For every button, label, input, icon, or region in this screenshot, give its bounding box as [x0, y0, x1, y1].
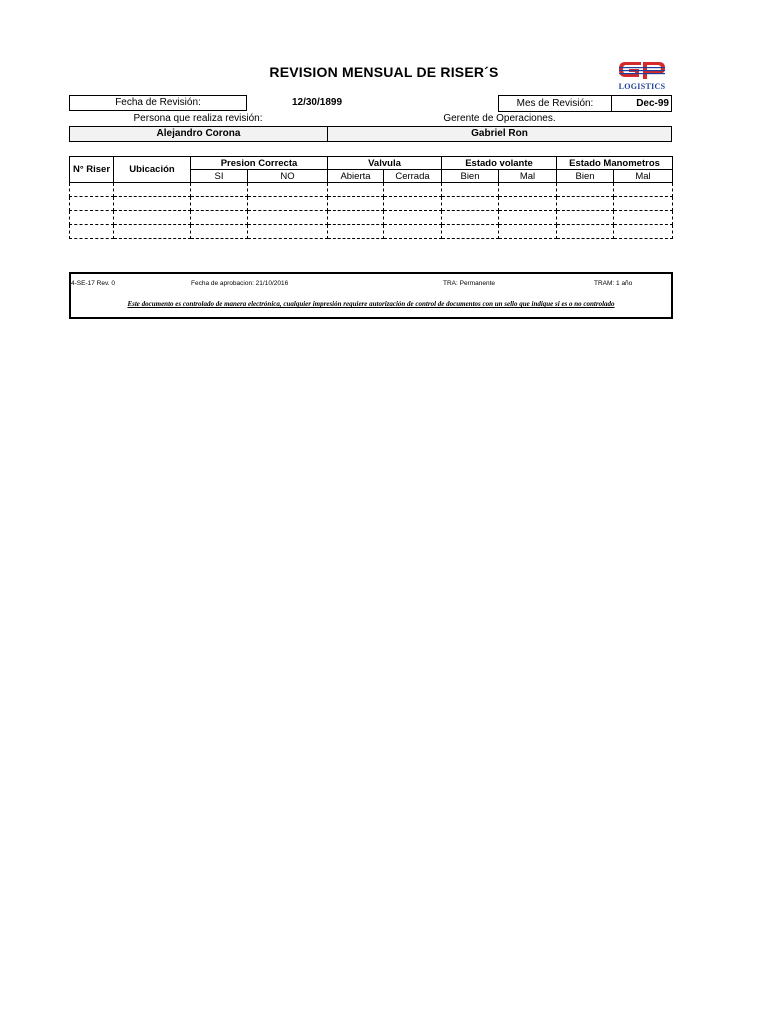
group-manometros: Estado Manometros	[557, 157, 673, 170]
mes-value: Dec-99	[611, 95, 672, 112]
persona-label: Persona que realiza revisión:	[133, 113, 263, 124]
table-row	[70, 225, 673, 239]
group-volante: Estado volante	[442, 157, 557, 170]
fecha-value: 12/30/1899	[291, 97, 343, 108]
group-presion: Presion Correcta	[191, 157, 328, 170]
sub-cerrada: Cerrada	[384, 170, 442, 183]
col-ubicacion: Ubicación	[114, 157, 191, 183]
col-riser: N° Riser	[70, 157, 114, 183]
sub-si: SI	[191, 170, 248, 183]
sub-no: NO	[248, 170, 328, 183]
footer-note: Este documento es controlado de manera electrónica, cualquier impresión requiere autorización de control de documentos con un sello que indique si es o no controlado	[127, 300, 615, 308]
footer-approval: Fecha de aprobacion: 21/10/2016	[191, 280, 289, 287]
table-row	[70, 211, 673, 225]
sub-abierta: Abierta	[328, 170, 384, 183]
document-footer	[69, 272, 673, 319]
footer-tram: TRAM: 1 año	[594, 280, 633, 287]
sub-volante-mal: Mal	[499, 170, 557, 183]
footer-tra: TRA: Permanente	[443, 280, 496, 287]
mes-label-box	[498, 95, 612, 112]
logo-text: LOGISTICS	[618, 82, 666, 91]
sub-volante-bien: Bien	[442, 170, 499, 183]
gerente-value: Gabriel Ron	[327, 126, 672, 142]
gerente-label: Gerente de Operaciones.	[443, 113, 556, 124]
table-row	[70, 183, 673, 197]
table-row	[70, 197, 673, 211]
mes-label: Mes de Revisión:	[516, 97, 594, 109]
sub-manometro-bien: Bien	[557, 170, 614, 183]
riser-table	[69, 156, 673, 239]
group-valvula: Valvula	[328, 157, 442, 170]
page-title: REVISION MENSUAL DE RISER´S	[269, 64, 499, 80]
sub-manometro-mal: Mal	[614, 170, 673, 183]
persona-value: Alejandro Corona	[69, 126, 328, 142]
fecha-label: Fecha de Revisión:	[115, 97, 201, 108]
footer-code: 4-SE-17 Rev. 0	[71, 280, 115, 287]
fecha-label-box	[69, 95, 247, 111]
